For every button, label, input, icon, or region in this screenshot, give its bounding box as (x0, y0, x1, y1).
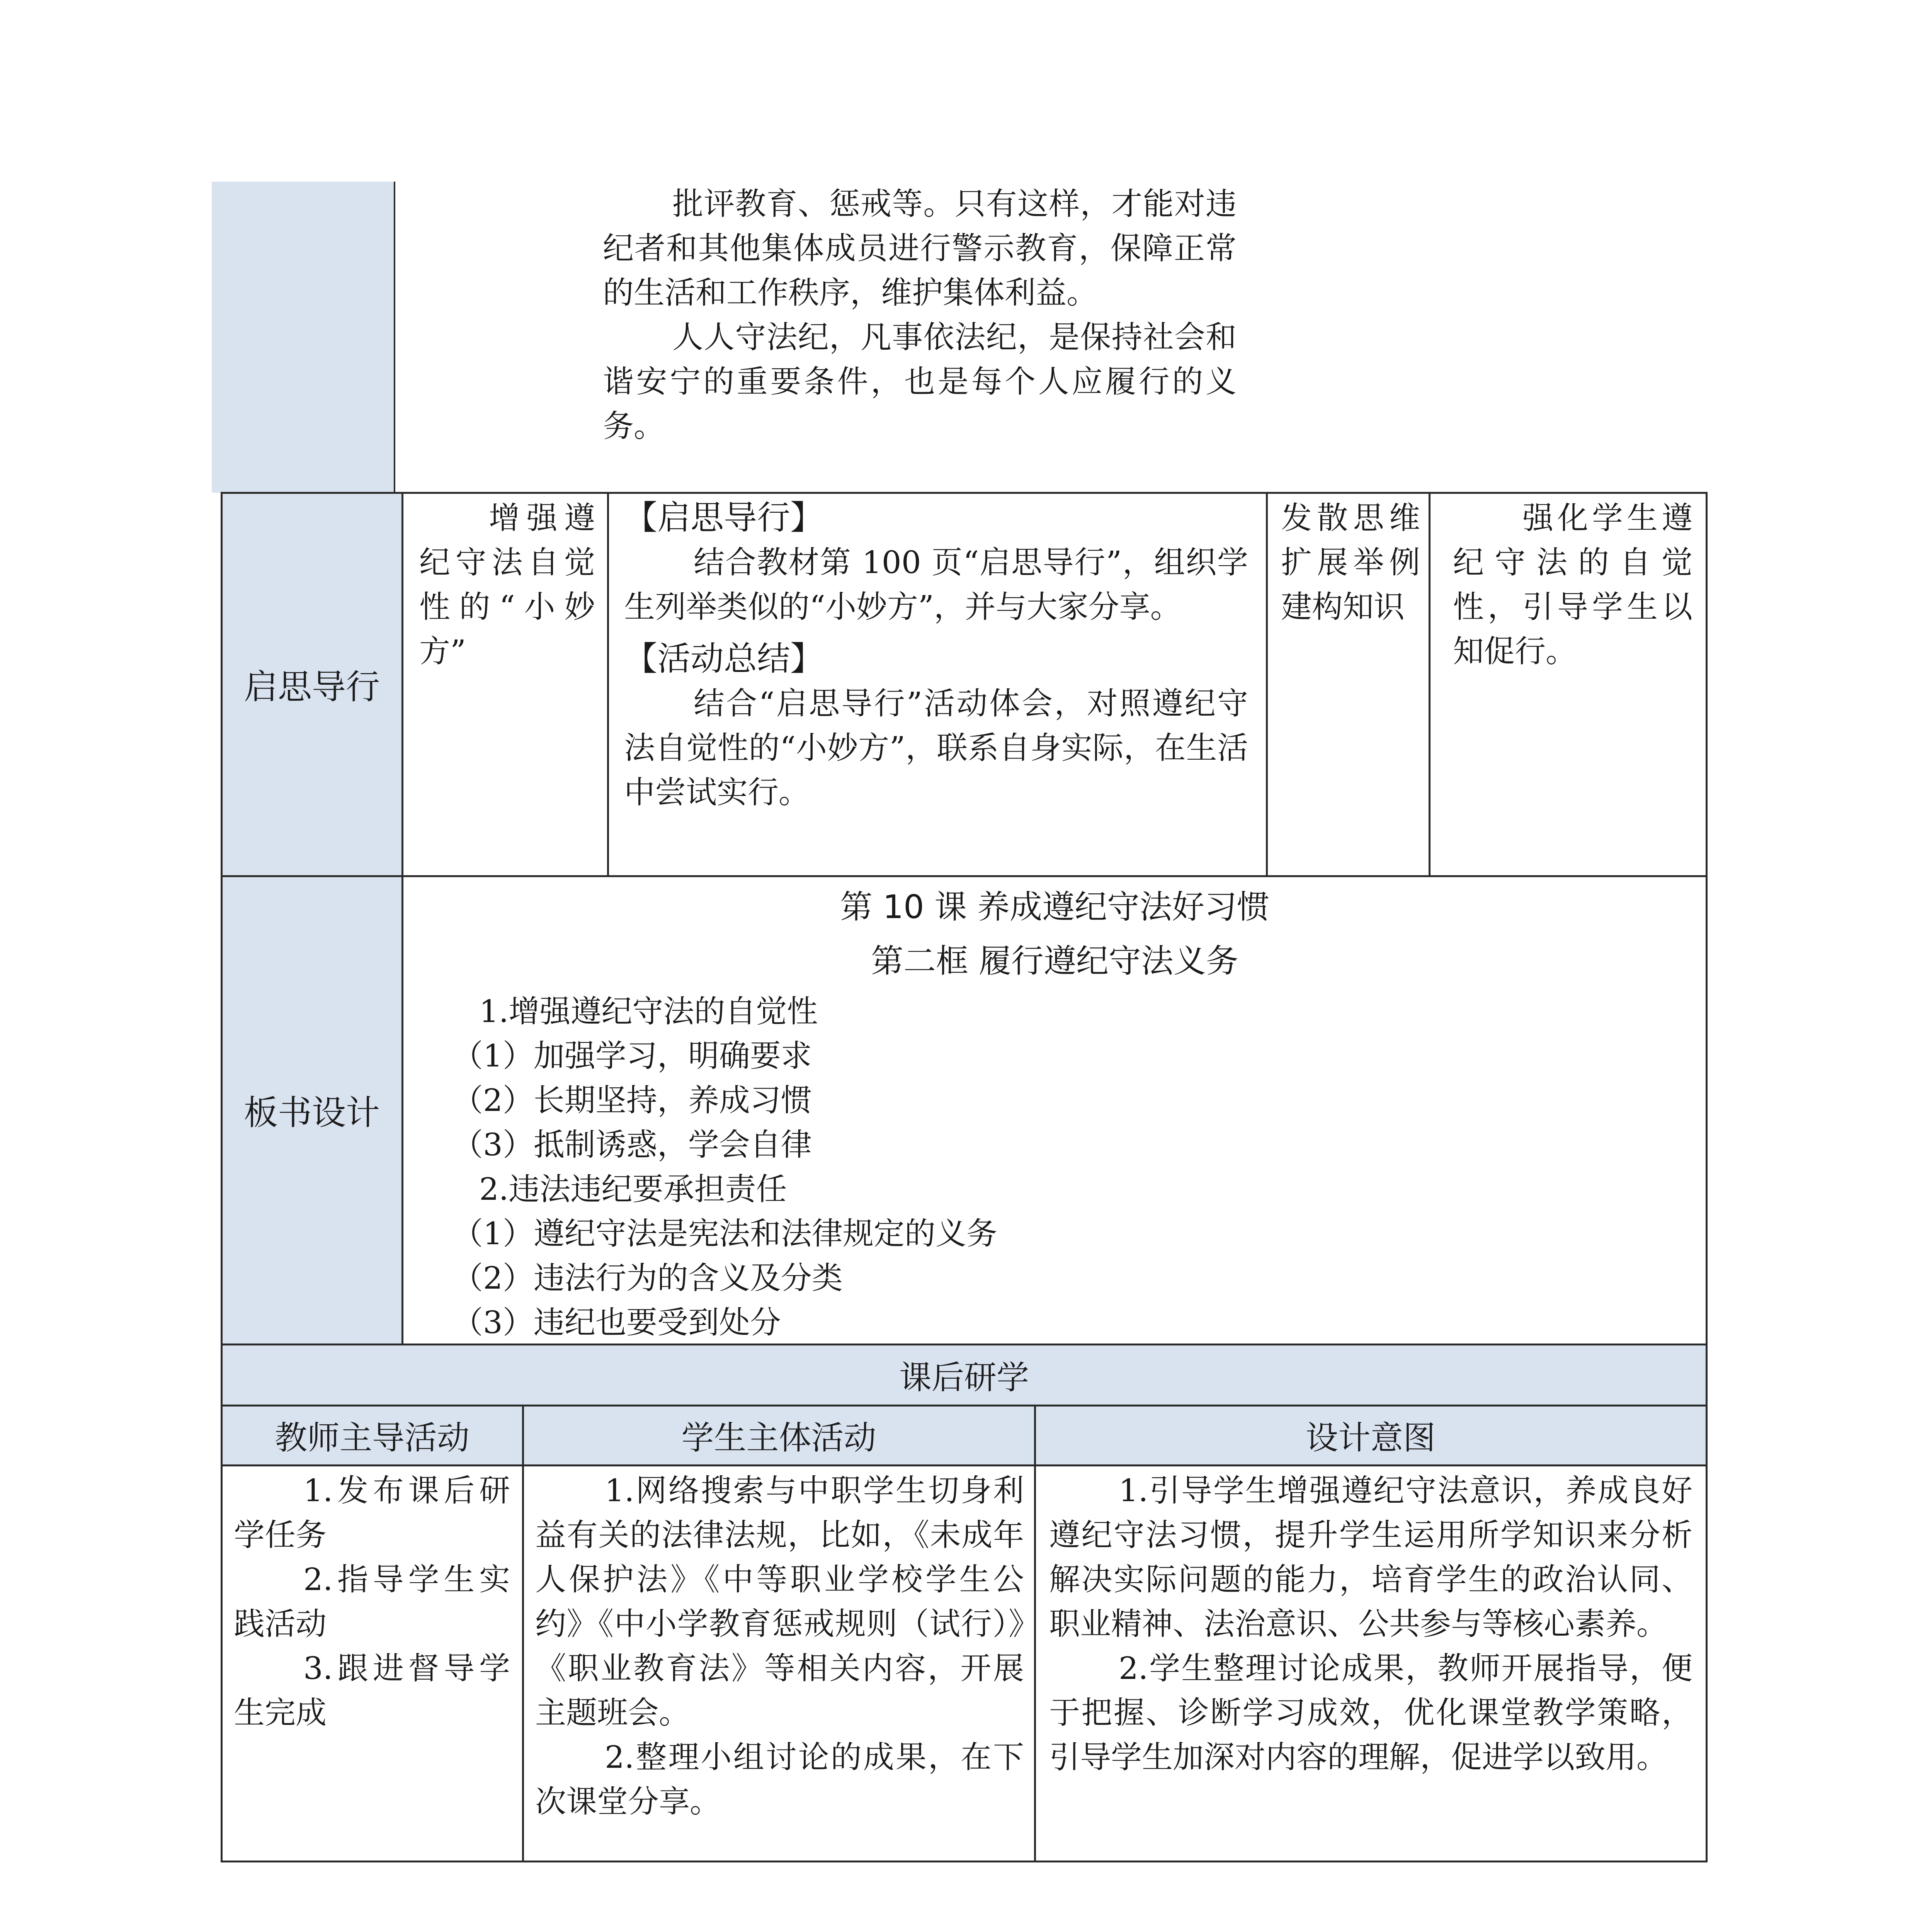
after-class-student-cell (535, 1468, 1024, 1824)
grid-line (221, 1861, 1707, 1862)
board-line: 1.增强遵纪守法的自觉性 (479, 993, 818, 1029)
top-left-shaded-cell (212, 182, 395, 493)
board-outline (452, 989, 1561, 1345)
grid-line (607, 492, 609, 876)
grid-line (522, 1405, 524, 1862)
continuation-paragraph-1: 批评教育、惩戒等。只有这样，才能对违纪者和其他集体成员进行警示教育，保障正常的生活和工作秩序，维护集体利益。 (603, 186, 1237, 311)
student-item: 1.网络搜索与中职学生切身利益有关的法律法规，比如，《未成年人保护法》《中等职业学校学生公约》《中小学教育惩戒规则（试行）》《职业教育法》等相关内容，开展主题班会。 (535, 1473, 1024, 1731)
board-line: （1）遵纪守法是宪法和法律规定的义务 (452, 1216, 997, 1252)
qisi-content-cell (419, 496, 595, 673)
grid-line (394, 182, 395, 493)
student-item: 2.整理小组讨论的成果，在下次课堂分享。 (535, 1739, 1024, 1820)
after-class-teacher-cell (234, 1468, 510, 1735)
after-class-title: 课后研学 (899, 1358, 1029, 1396)
qisi-row-label: 启思导行 (243, 667, 380, 707)
header-student-activity: 学生主体活动 (681, 1419, 876, 1457)
qisi-paragraph-2: 结合“启思导行”活动体会，对照遵纪守法自觉性的“小妙方”，联系自身实际，在生活中尝试实行。 (624, 685, 1248, 810)
qisi-content-text: 增强遵纪守法自觉性的“小妙方” (419, 500, 595, 669)
header-design-intent: 设计意图 (1305, 1419, 1436, 1457)
continuation-paragraph-2: 人人守法纪，凡事依法纪，是保持社会和谐安宁的重要条件，也是每个人应履行的义务。 (603, 319, 1237, 444)
board-row-label: 板书设计 (243, 1093, 380, 1133)
qisi-heading-2: 【活动总结】 (624, 639, 823, 678)
board-line: （2）违法行为的含义及分类 (452, 1260, 843, 1296)
grid-line (1266, 492, 1268, 876)
teacher-item: 1.发布课后研学任务 (234, 1473, 510, 1553)
grid-line (1034, 1405, 1036, 1862)
intent-item: 2.学生整理讨论成果，教师开展指导，便于把握、诊断学习成效，优化课堂教学策略，引导学生加深对内容的理解，促进学以致用。 (1049, 1650, 1692, 1775)
qisi-design-intent (1453, 496, 1692, 673)
board-line: （1）加强学习，明确要求 (452, 1038, 812, 1074)
board-line: 2.违法违纪要承担责任 (479, 1171, 787, 1207)
grid-line (1706, 492, 1708, 1862)
qisi-heading-1: 【启思导行】 (624, 498, 823, 537)
after-class-intent-cell (1049, 1468, 1692, 1779)
board-line: （2）长期坚持，养成习惯 (452, 1082, 812, 1118)
qisi-teacher-activity (624, 496, 1248, 815)
grid-line (221, 492, 1707, 494)
grid-line (221, 875, 1707, 877)
teacher-item: 3.跟进督导学生完成 (234, 1650, 510, 1731)
board-title-2: 第二框 履行遵纪守法义务 (871, 942, 1238, 980)
board-line: （3）抵制诱惑，学会自律 (452, 1127, 812, 1163)
header-teacher-activity: 教师主导活动 (274, 1419, 469, 1457)
intent-item: 1.引导学生增强遵纪守法意识，养成良好遵纪守法习惯，提升学生运用所学知识来分析解决实际问题的能力，培育学生的政治认同、职业精神、法治意识、公共参与等核心素养。 (1049, 1473, 1692, 1642)
qisi-paragraph-1: 结合教材第 100 页“启思导行”，组织学生列举类似的“小妙方”，并与大家分享。 (624, 544, 1248, 625)
board-line: （3）违纪也要受到处分 (452, 1304, 781, 1340)
board-title-1: 第 10 课 养成遵纪守法好习惯 (840, 888, 1269, 926)
teacher-item: 2.指导学生实践活动 (234, 1561, 510, 1642)
grid-line (1429, 492, 1431, 876)
qisi-student-text: 发散思维扩展举例建构知识 (1281, 500, 1420, 625)
continuation-text-block (603, 182, 1237, 448)
qisi-student-activity (1281, 496, 1420, 629)
qisi-intent-text: 强化学生遵纪守法的自觉性，引导学生以知促行。 (1453, 500, 1692, 669)
